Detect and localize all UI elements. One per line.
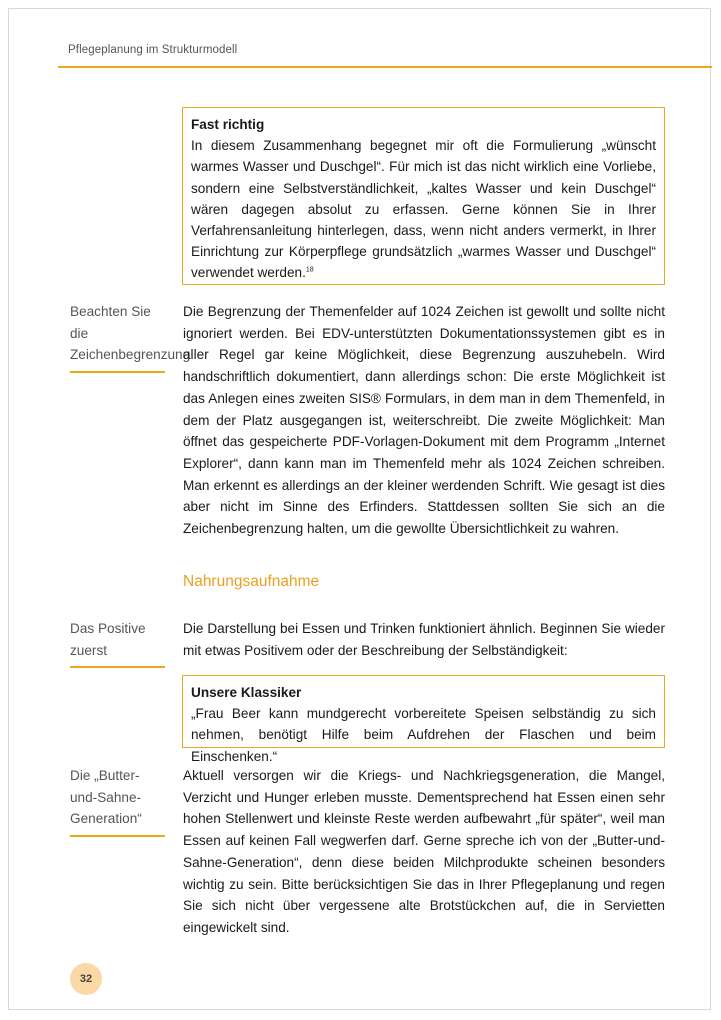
page-number: 32 [70,963,102,995]
box-text-content: In diesem Zusammenhang begegnet mir oft die Formulierung „wünscht warmes Wasser und Duschgel“. Für mich ist das nicht wirklich eine Vorliebe, sondern eine Selbstverständlichkeit, „kaltes Wasser und kein Duschgel“ wären dagegen absolut zu erfassen. Gerne können Sie in Ihrer Verfahrensanleitung hinterlegen, dass, wenn nicht anders vermerkt, in Ihrer Einrichtung zur Körperpflege grundsätzlich „warmes Wasser und Duschgel“ verwendet werden. [191,138,656,281]
sidenote-butter-sahne: Die „Butter-und-Sahne-Generation“ [70,765,165,837]
paragraph-zeichenbegrenzung: Die Begrenzung der Themenfelder auf 1024 Zeichen ist gewollt und sollte nicht ignoriert werden. Bei EDV-unterstützten Dokumentationssystemen gibt es in aller Regel gar keine Möglichkeit, diese Begrenzung auszuhebeln. Wird handschriftlich dokumentiert, dann allerdings schon: Die erste Möglichkeit ist das Anlegen eines zweiten SIS® Formulars, in dem man in dem Themenfeld, in dem der Platz ausgegangen ist, weiterschreibt. Die zweite Möglichkeit: Man öffnet das gespeicherte PDF-Vorlagen-Dokument mit dem Programm „Internet Explorer“, dann kann man im Themenfeld mehr als 1024 Zeichen schreiben. Man erkennt es allerdings an der kleiner werdenden Schrift. Wie gesagt ist dies aber nicht im Sinne des Erfinders. Stattdessen sollten Sie sich an die Zeichenbegrenzung halten, um die gewollte Übersichtlichkeit zu wahren. [183,304,665,537]
sidenote-zeichenbegrenzung: Beachten Sie die Zeichenbegrenzung [70,301,165,373]
box-title: Unsere Klassiker [191,685,302,700]
footnote-ref: 18 [305,266,314,274]
running-header: Pflegeplanung im Strukturmodell [68,44,238,56]
box-text [191,135,656,283]
box-title: Fast richtig [191,117,265,132]
header-rule [58,66,712,68]
section-heading: Nahrungsaufnahme [183,573,320,590]
paragraph-essen-trinken: Die Darstellung bei Essen und Trinken funktioniert ähnlich. Beginnen Sie wieder mit etwas Positivem oder der Beschreibung der Selbständigkeit: [183,621,665,658]
paragraph-generation: Aktuell versorgen wir die Kriegs- und Nachkriegsgeneration, die Mangel, Verzicht und Hunger erleben musste. Dementsprechend hat Essen einen sehr hohen Stellenwert und kleinste Reste werden aufbewahrt „für später“, weil man Essen auf keinen Fall wegwerfen darf. Gerne spreche ich von der „Butter-und-Sahne-Generation“, denn diese beiden Milchprodukte scheinen besonders wichtig zu sein. Bitte berücksichtigen Sie das in Ihrer Pflegeplanung und regen Sie sich nicht über vergessene alte Brotstückchen auf, die in Servietten eingewickelt sind. [183,768,665,935]
info-box-klassiker [182,675,665,764]
box-text: „Frau Beer kann mundgerecht vorbereitete Speisen selbständig zu sich nehmen, benötigt Hilfe beim Aufdrehen der Flaschen und beim Einschenken.“ [191,706,656,764]
sidenote-positive: Das Positive zuerst [70,618,165,668]
info-box-fast-richtig [182,107,665,285]
